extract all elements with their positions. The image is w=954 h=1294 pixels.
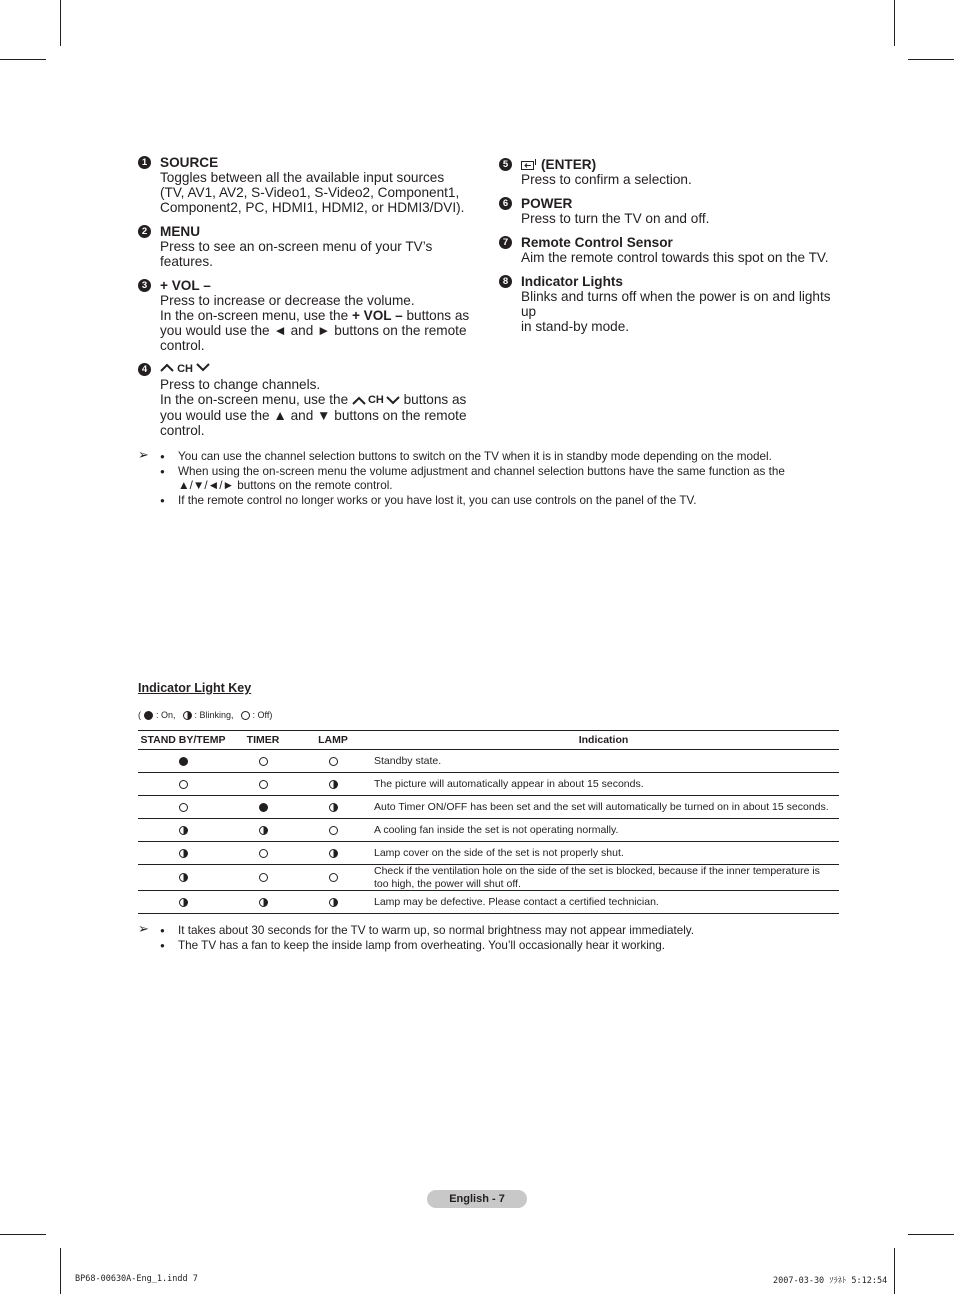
crop-mark [0,1234,46,1235]
lamp-blink-icon [329,849,338,858]
item-desc: you would use the ◄ and ► buttons on the remote [160,323,467,338]
enter-icon [521,159,538,171]
column-header: Indication [368,731,839,750]
lamp-cell [298,819,368,842]
control-enter [499,157,844,187]
note-list [138,921,838,953]
item-title: + VOL – [160,278,211,293]
column-header: TIMER [228,731,298,750]
item-desc: you would use the ▲ and ▼ buttons on the remote [160,408,467,423]
indication-cell: Lamp cover on the side of the set is not properly shut. [368,842,839,865]
controls-left-column [138,155,483,438]
column-header: LAMP [298,731,368,750]
item-desc: Toggles between all the available input sources [160,170,445,185]
indicator-table [138,730,839,914]
item-desc: Press to turn the TV on and off. [521,211,710,226]
item-desc: (TV, AV1, AV2, S-Video1, S-Video2, Component1, [160,185,460,200]
item-desc [160,392,483,408]
ch-label: CH [177,363,193,375]
lamp-blink-icon [179,826,188,835]
controls-right-column [499,157,844,334]
lamp-blink-icon [329,898,338,907]
table-row [138,891,839,914]
lamp-off-icon [259,873,268,882]
page-number-badge: English - 7 [427,1190,527,1208]
text: In the on-screen menu, use the [160,392,349,407]
note-arrow-icon: ➢ [138,921,149,936]
timer-cell [228,819,298,842]
lamp-off-icon [329,757,338,766]
timer-cell [228,865,298,891]
note-item: ● It takes about 30 seconds for the TV to warm up, so normal brightness may not appear immediately. [160,924,838,939]
item-title: SOURCE [160,155,219,170]
lamp-off-icon [329,873,338,882]
crop-mark [0,59,46,60]
control-remote-sensor [499,235,844,265]
item-desc: in stand-by mode. [521,319,630,334]
legend-text: : On, [156,710,176,720]
control-menu [138,224,483,269]
item-title: MENU [160,224,201,239]
control-power [499,196,844,226]
lamp-off-icon [259,780,268,789]
lamp-cell [298,842,368,865]
item-number: 5 [499,158,512,171]
lamp-blink-icon [259,826,268,835]
enter-label: (ENTER) [541,157,597,172]
indication-cell: Lamp may be defective. Please contact a certified technician. [368,891,839,914]
text: ▲/▼/◄/► buttons on the remote control. [178,479,393,492]
crop-mark [894,1248,895,1294]
chevron-down-icon [386,396,400,405]
standby-cell [138,796,228,819]
control-source [138,155,483,215]
item-desc: control. [160,338,205,353]
lamp-off-icon [259,757,268,766]
ch-label: CH [367,394,384,406]
standby-cell [138,891,228,914]
note-item: ● If the remote control no longer works or you have lost it, you can use controls on the panel of the TV. [160,494,838,509]
lamp-cell [298,865,368,891]
note-item [160,465,838,494]
timer-cell [228,773,298,796]
item-title: Remote Control Sensor [521,235,673,250]
item-title [521,157,844,172]
crop-mark [60,1248,61,1294]
item-desc: Component2, PC, HDMI1, HDMI2, or HDMI3/DVI). [160,200,465,215]
standby-cell [138,773,228,796]
item-desc: Blinks and turns off when the power is on and lights up [521,289,831,319]
standby-cell [138,750,228,773]
lamp-blink-icon [329,803,338,812]
lamp-on-icon [259,803,268,812]
chevron-up-icon [160,363,174,372]
text: buttons as [402,308,470,323]
item-desc: Press to change channels. [160,377,321,392]
item-number: 2 [138,225,151,238]
table-row [138,796,839,819]
item-title: POWER [521,196,573,211]
item-desc: Aim the remote control towards this spot on the TV. [521,250,829,265]
item-number: 8 [499,275,512,288]
indication-cell: The picture will automatically appear in about 15 seconds. [368,773,839,796]
lamp-off-icon [259,849,268,858]
text: buttons as [403,392,467,407]
item-title: Indicator Lights [521,274,623,289]
lamp-cell [298,796,368,819]
text: In the on-screen menu, use the [160,308,352,323]
table-row [138,842,839,865]
crop-mark [908,1234,954,1235]
control-channel [138,362,483,438]
lamp-off-icon [179,803,188,812]
table-row [138,865,839,891]
item-desc: Press to increase or decrease the volume. [160,293,415,308]
text: When using the on-screen menu the volume adjustment and channel selection buttons have the same function as the [178,464,785,478]
chevron-up-icon [352,396,366,405]
indication-cell: Standby state. [368,750,839,773]
standby-cell [138,842,228,865]
indication-cell: A cooling fan inside the set is not operating normally. [368,819,839,842]
standby-cell [138,819,228,842]
item-desc: control. [160,423,205,438]
lamp-blink-icon [183,711,192,720]
legend-text: : Blinking, [194,710,234,720]
indication-cell: Check if the ventilation hole on the side of the set is blocked, because if the inner temperature is too high, the power will shut off. [368,865,839,891]
lamp-blink-icon [179,898,188,907]
lamp-cell [298,750,368,773]
lamp-cell [298,773,368,796]
file-slug: BP68-00630A-Eng_1.indd 7 [75,1274,198,1284]
note-arrow-icon: ➢ [138,447,149,462]
table-row [138,750,839,773]
crop-mark [894,0,895,46]
chevron-down-icon [196,363,210,372]
item-number: 6 [499,197,512,210]
timer-cell [228,750,298,773]
timer-cell [228,796,298,819]
timer-cell [228,891,298,914]
date-slug: 2007-03-30 ｿﾗﾈﾄ 5:12:54 [773,1276,888,1286]
ch-inline [352,393,400,408]
lamp-blink-icon [179,849,188,858]
item-number: 4 [138,363,151,376]
note-item: ● The TV has a fan to keep the inside lamp from overheating. You’ll occasionally hear it working. [160,939,838,954]
crop-mark [908,59,954,60]
notes-bottom [138,921,838,953]
standby-cell [138,865,228,891]
timer-cell [228,842,298,865]
legend-text: ( [138,710,141,720]
text-bold: + VOL – [351,308,403,323]
item-number: 1 [138,156,151,169]
item-desc: Press to see an on-screen menu of your TV’s features. [160,239,433,269]
crop-mark [60,0,61,46]
item-number: 7 [499,236,512,249]
lamp-off-icon [241,711,250,720]
item-title [160,362,483,377]
legend-text: : Off) [252,710,273,720]
table-row [138,819,839,842]
control-volume [138,278,483,353]
notes-top [138,447,838,508]
column-header: STAND BY/TEMP [138,731,228,750]
lamp-cell [298,891,368,914]
lamp-on-icon [179,757,188,766]
lamp-blink-icon [329,780,338,789]
note-list [138,447,838,508]
lamp-blink-icon [179,873,188,882]
item-desc [160,308,483,323]
table-header-row [138,731,839,750]
section-title: Indicator Light Key [138,681,252,695]
item-desc: Press to confirm a selection. [521,172,692,187]
control-indicator-lights [499,274,844,334]
lamp-off-icon [179,780,188,789]
legend [138,710,272,720]
indication-cell: Auto Timer ON/OFF has been set and the set will automatically be turned on in about 15 seconds. [368,796,839,819]
note-item: ● You can use the channel selection buttons to switch on the TV when it is in standby mode depending on the model. [160,450,838,465]
item-number: 3 [138,279,151,292]
lamp-blink-icon [259,898,268,907]
table-row [138,773,839,796]
lamp-off-icon [329,826,338,835]
lamp-on-icon [144,711,153,720]
